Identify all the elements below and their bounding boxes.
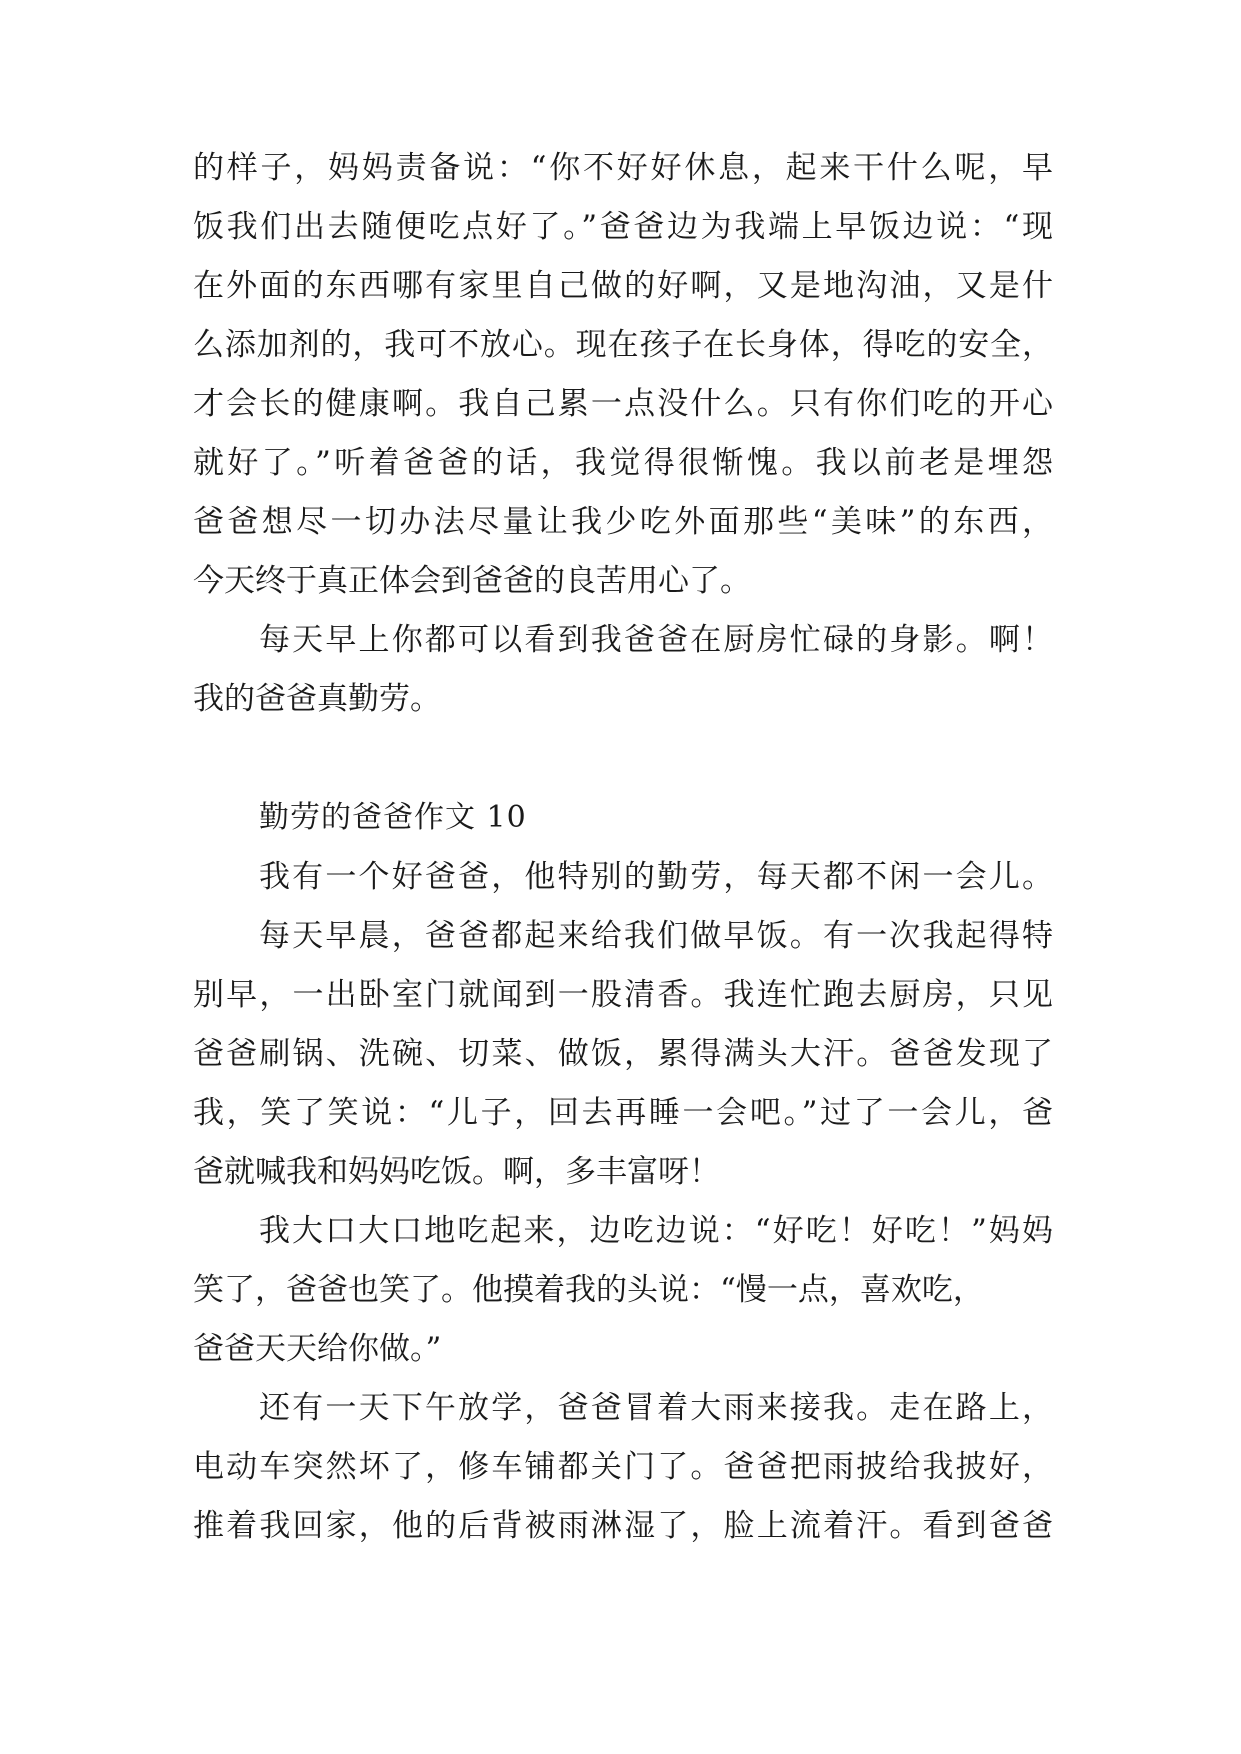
text-line: 爸爸刷锅、洗碗、切菜、做饭，累得满头大汗。爸爸发现了 (193, 1036, 1053, 1072)
text-line: 推着我回家，他的后背被雨淋湿了，脸上流着汗。看到爸爸 (193, 1508, 1053, 1544)
text-line: 爸爸天天给你做。” (193, 1331, 442, 1367)
text-line: 么添加剂的，我可不放心。现在孩子在长身体，得吃的安全， (193, 327, 1053, 363)
text-line: 爸爸想尽一切办法尽量让我少吃外面那些“美味”的东西， (193, 504, 1053, 540)
text-line: 爸就喊我和妈妈吃饭。啊，多丰富呀！ (193, 1154, 720, 1190)
text-line: 就好了。”听着爸爸的话，我觉得很惭愧。我以前老是埋怨 (193, 445, 1053, 481)
text-line: 我大口大口地吃起来，边吃边说：“好吃！好吃！”妈妈 (259, 1213, 1053, 1249)
text-line: 笑了，爸爸也笑了。他摸着我的头说：“慢一点，喜欢吃， (193, 1272, 984, 1308)
text-line: 每天早上你都可以看到我爸爸在厨房忙碌的身影。啊！ (259, 622, 1053, 658)
text-line: 饭我们出去随便吃点好了。”爸爸边为我端上早饭边说：“现 (193, 209, 1053, 245)
text-line: 还有一天下午放学，爸爸冒着大雨来接我。走在路上， (259, 1390, 1053, 1426)
text-line: 我的爸爸真勤劳。 (193, 681, 441, 717)
text-line: 电动车突然坏了，修车铺都关门了。爸爸把雨披给我披好， (193, 1449, 1053, 1485)
text-line: 每天早晨，爸爸都起来给我们做早饭。有一次我起得特 (259, 918, 1053, 954)
text-line: 别早，一出卧室门就闻到一股清香。我连忙跑去厨房，只见 (193, 977, 1053, 1013)
text-line: 在外面的东西哪有家里自己做的好啊，又是地沟油，又是什 (193, 268, 1053, 304)
section-heading: 勤劳的爸爸作文 10 (259, 800, 527, 835)
text-line: 我有一个好爸爸，他特别的勤劳，每天都不闲一会儿。 (259, 859, 1053, 895)
text-line: 才会长的健康啊。我自己累一点没什么。只有你们吃的开心 (193, 386, 1053, 422)
text-line: 我，笑了笑说：“儿子，回去再睡一会吧。”过了一会儿，爸 (193, 1095, 1053, 1131)
text-line: 今天终于真正体会到爸爸的良苦用心了。 (193, 563, 751, 599)
text-line: 的样子，妈妈责备说：“你不好好休息，起来干什么呢，早 (193, 150, 1053, 186)
